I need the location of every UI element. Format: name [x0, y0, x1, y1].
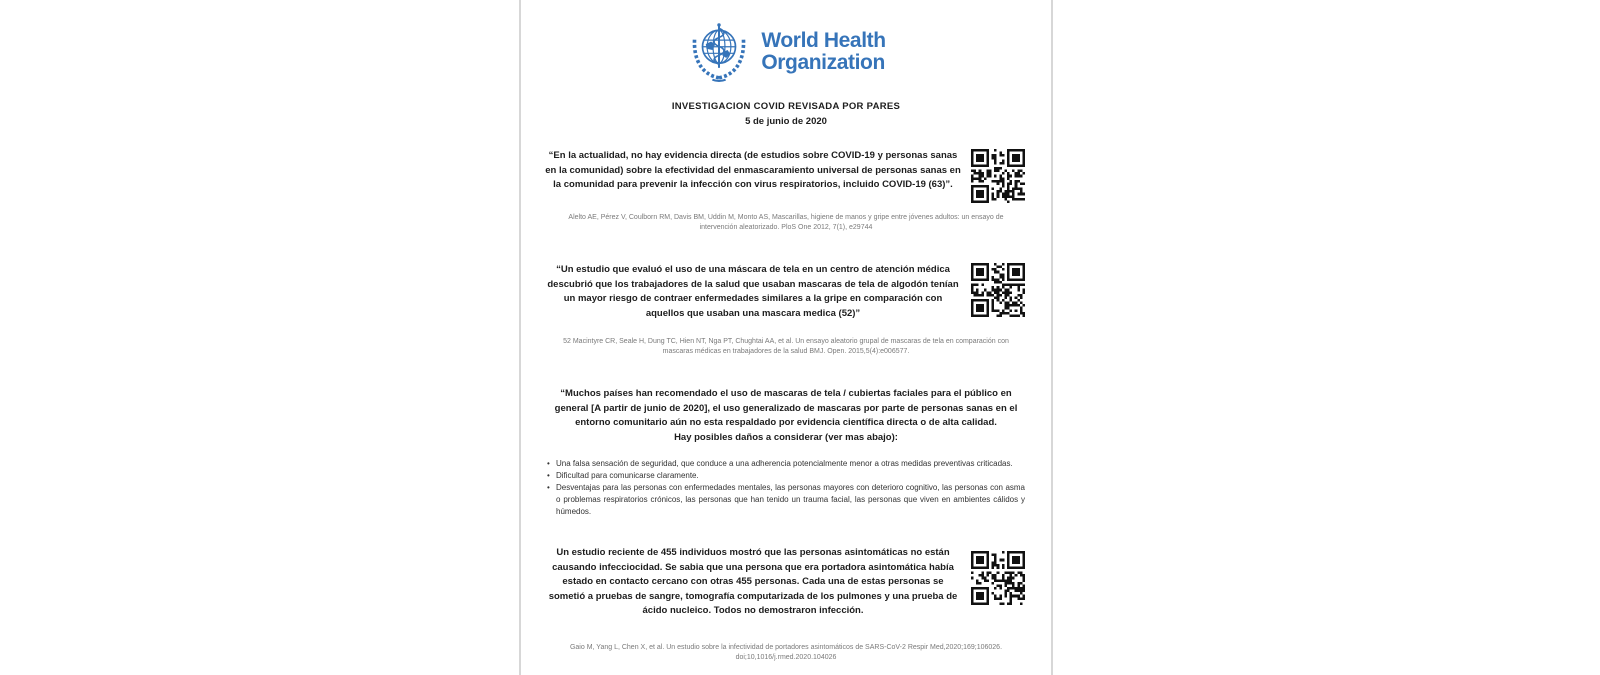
- quote-block-2: [521, 263, 1051, 321]
- citation-3: Gaio M, Yang L, Chen X, et al. Un estudio sobre la infectividad de portadores asintomáticos de SARS-CoV-2 Respir Med,2020;169;106026. doi;10,1016/j.rmed.2020.104026: [569, 643, 1003, 661]
- who-logo: [521, 18, 1051, 86]
- citation-1: Alelto AE, Pérez V, Coulborn RM, Davis BM, Uddin M, Monto AS, Mascarillas, higiene de manos y gripe entre jóvenes adultos: un ensayo de intervención aleatorizado. PloS One 2012, 7(1), e29744: [568, 214, 1004, 231]
- list-item: • Dificultad para comunicarse claramente.: [547, 470, 1025, 482]
- document-page: [519, 0, 1053, 675]
- statement-subtext: Hay posibles daños a considerar (ver mas abajo):: [674, 431, 898, 443]
- citation-2: 52 Macintyre CR, Seale H, Dung TC, Hien NT, Nga PT, Chughtai AA, et al. Un ensayo aleatorio grupal de mascaras de tela en comparación con mascaras médicas en trabajadores de la salud BMJ. Open. 2015,5(4):e006577.: [563, 338, 1009, 355]
- quote-2-text: “Un estudio que evaluó el uso de una máscara de tela en un centro de atención médica descubrió que los trabajadores de la salud que usaban mascaras de tela de algodón tenían un mayor riesgo de contraer enfermedades similares a la gripe en comparación con aquellos que usaban una mascara medica (52)”: [547, 264, 959, 319]
- qr-code: [971, 551, 1025, 605]
- list-item: • Una falsa sensación de seguridad, que conduce a una adherencia potencialmente menor a otras medidas preventivas criticadas.: [547, 458, 1025, 470]
- quote-1-text: “En la actualidad, no hay evidencia directa (de estudios sobre COVID-19 y personas sanas en la comunidad) sobre la efectividad del enmascaramiento universal de personas sanas en la comunidad para prevenir la infección con virus respiratorios, incluido COVID-19 (63)”.: [545, 150, 961, 190]
- harms-bullet-list: [521, 458, 1051, 518]
- who-emblem-icon: [686, 19, 752, 85]
- who-logo-wordmark: [761, 30, 885, 74]
- statement-text: “Muchos países han recomendado el uso de mascaras de tela / cubiertas faciales para el público en general [A partir de junio de 2020], el uso generalizado de mascaras por parte de personas sanas en el entorno comunitario aún no esta respaldado por evidencia científica directa o de alta calidad.: [554, 388, 1018, 428]
- quote-4-text: Un estudio reciente de 455 individuos mostró que las personas asintomáticas no están causando infecciocidad. Se sabia que una persona que era portadora asintomática había estado en contacto cercano con otras 455 personas. Cada una de estas personas se sometió a pruebas de sangre, tomografía computarizada de los pulmones y una prueba de ácido nucleico. Todos no demostraron infección.: [548, 547, 958, 616]
- who-logo-line1: World Health: [761, 29, 886, 52]
- list-item: • Desventajas para las personas con enfermedades mentales, las personas mayores con deterioro cognitivo, las personas con asma o problemas respiratorios crónicos, las personas que han tenido un trauma facial, las personas que viven en ambientes cálidos y húmedos.: [547, 482, 1025, 518]
- qr-code: [971, 149, 1025, 203]
- who-logo-line2: Organization: [761, 51, 885, 74]
- document-date: 5 de junio de 2020: [745, 116, 827, 127]
- quote-block-1: [521, 149, 1051, 203]
- document-title: INVESTIGACION COVID REVISADA POR PARES: [671, 101, 901, 112]
- qr-code: [971, 263, 1025, 317]
- quote-block-4: [521, 546, 1051, 619]
- statement-block: [521, 387, 1051, 445]
